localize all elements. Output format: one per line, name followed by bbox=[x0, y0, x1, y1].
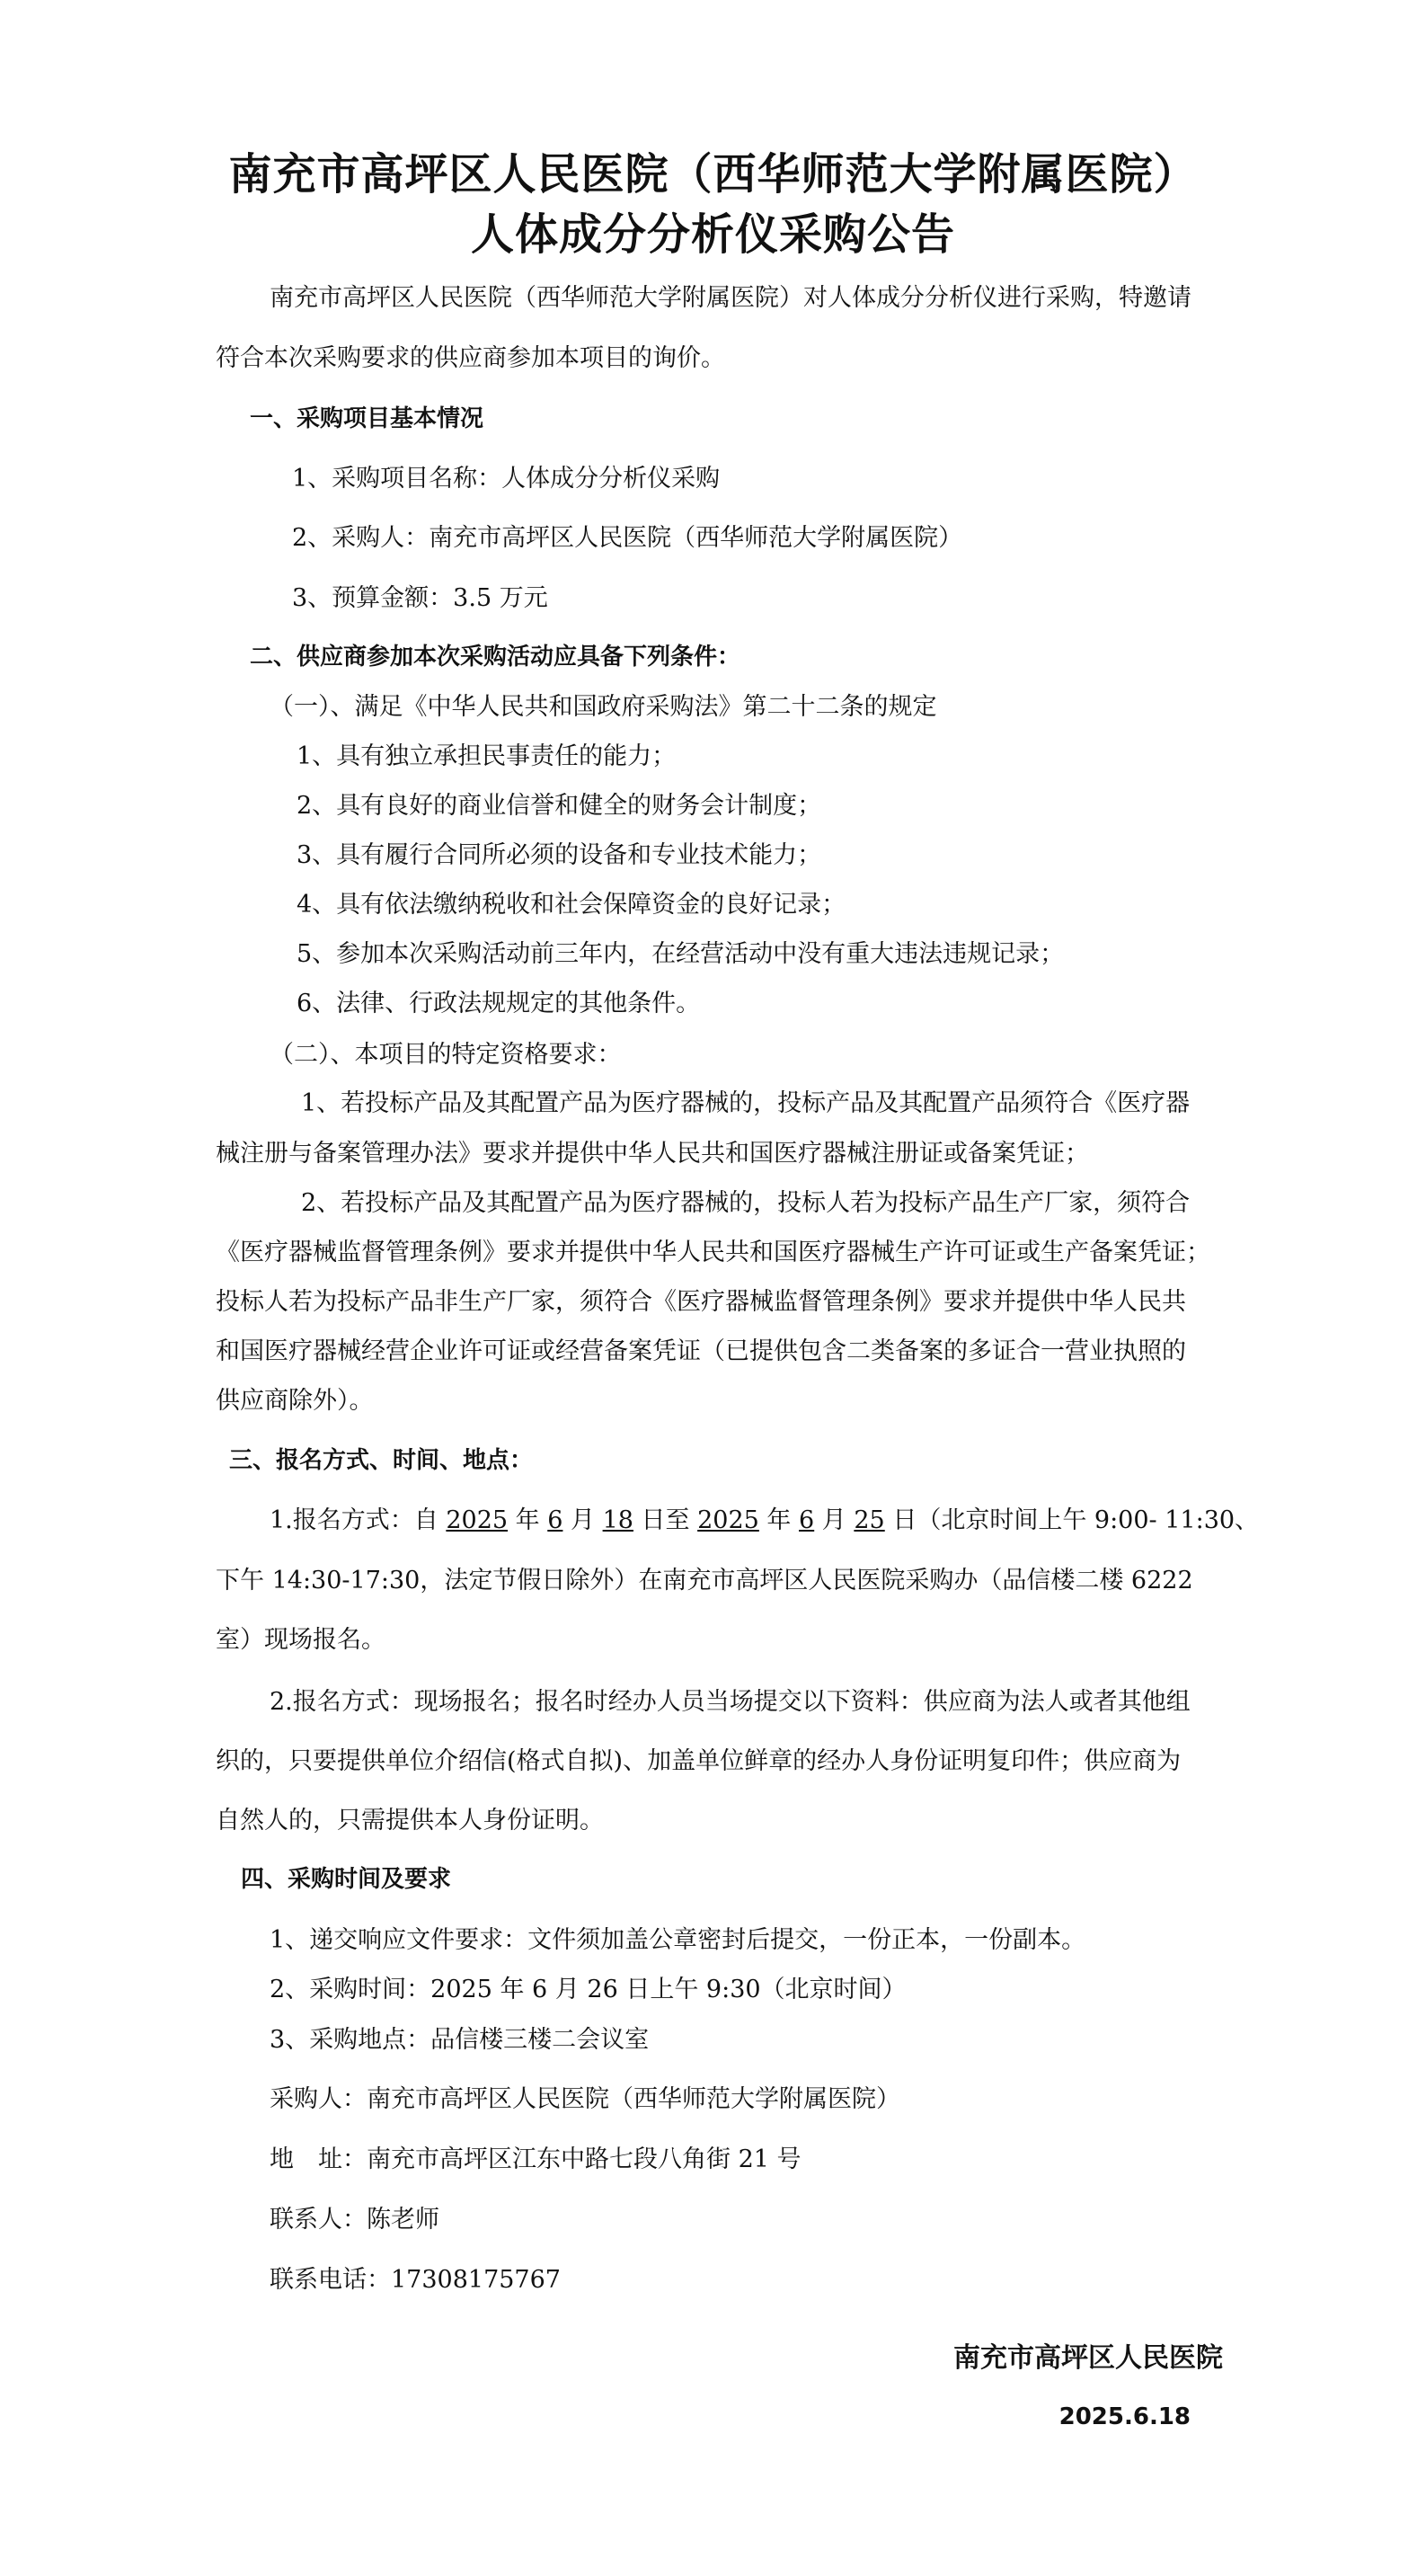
section-4-heading: 四、采购时间及要求 bbox=[241, 1866, 452, 1893]
condition-item: 5、参加本次采购活动前三年内，在经营活动中没有重大违法违规记录； bbox=[297, 940, 1065, 968]
text-fragment: 日（北京时间上午 9:00- 11:30、 bbox=[884, 1506, 1260, 1534]
qualification-paragraph-2: 2、若投标产品及其配置产品为医疗器械的，投标人若为投标产品生产厂家，须符合 bbox=[301, 1189, 1191, 1217]
section-1-item: 1、采购项目名称：人体成分分析仪采购 bbox=[292, 465, 721, 493]
contact-person: 联系人：陈老师 bbox=[270, 2206, 439, 2234]
registration-method-2: 织的，只要提供单位介绍信(格式自拟)、加盖单位鲜章的经办人身份证明复印件；供应商为 bbox=[216, 1747, 1182, 1775]
section-1-item: 2、采购人：南充市高坪区人民医院（西华师范大学附属医院） bbox=[292, 524, 963, 552]
date-day-start: 18 bbox=[602, 1506, 633, 1534]
condition-item: 4、具有依法缴纳税收和社会保障资金的良好记录； bbox=[297, 891, 846, 919]
condition-item: 3、具有履行合同所必须的设备和专业技术能力； bbox=[297, 841, 822, 869]
date-year-start: 2025 bbox=[446, 1506, 509, 1534]
text-fragment: 月 bbox=[814, 1506, 855, 1534]
qualification-paragraph-2: 供应商除外）。 bbox=[216, 1387, 374, 1415]
condition-item: 2、具有良好的商业信誉和健全的财务会计制度； bbox=[297, 792, 822, 820]
signature-date: 2025.6.18 bbox=[1058, 2403, 1191, 2430]
registration-method-1: 下午 14:30-17:30，法定节假日除外）在南充市高坪区人民医院采购办（品信楼二楼 6222 bbox=[216, 1567, 1193, 1594]
text-fragment: 日至 bbox=[633, 1506, 698, 1534]
registration-method-1: 室）现场报名。 bbox=[216, 1626, 385, 1654]
contact-phone: 联系电话：17308175767 bbox=[270, 2266, 561, 2294]
section-1-heading: 一、采购项目基本情况 bbox=[250, 405, 484, 432]
qualification-paragraph-1: 1、若投标产品及其配置产品为医疗器械的，投标产品及其配置产品须符合《医疗器 bbox=[301, 1089, 1191, 1117]
contact-address: 地 址：南充市高坪区江东中路七段八角街 21 号 bbox=[270, 2145, 802, 2173]
qualification-paragraph-2: 和国医疗器械经营企业许可证或经营备案凭证（已提供包含二类备案的多证合一营业执照的 bbox=[216, 1337, 1186, 1365]
registration-method-1 bbox=[270, 1508, 1259, 1532]
date-day-end: 25 bbox=[854, 1506, 885, 1534]
registration-method-2: 2.报名方式：现场报名；报名时经办人员当场提交以下资料：供应商为法人或者其他组 bbox=[270, 1688, 1191, 1716]
section-2-heading: 二、供应商参加本次采购活动应具备下列条件： bbox=[250, 644, 741, 671]
text-fragment: 1.报名方式：自 bbox=[270, 1506, 447, 1534]
qualification-paragraph-2: 《医疗器械监督管理条例》要求并提供中华人民共和国医疗器械生产许可证或生产备案凭证； bbox=[216, 1239, 1210, 1266]
registration-method-2: 自然人的，只需提供本人身份证明。 bbox=[216, 1807, 604, 1834]
section-2-sub-1: （一）、满足《中华人民共和国政府采购法》第二十二条的规定 bbox=[270, 693, 937, 721]
intro-line-1: 南充市高坪区人民医院（西华师范大学附属医院）对人体成分分析仪进行采购，特邀请 bbox=[270, 284, 1191, 312]
signature-organization: 南充市高坪区人民医院 bbox=[953, 2342, 1223, 2374]
qualification-paragraph-1: 械注册与备案管理办法》要求并提供中华人民共和国医疗器械注册证或备案凭证； bbox=[216, 1140, 1089, 1168]
date-month-end: 6 bbox=[799, 1506, 815, 1534]
section-4-item: 2、采购时间：2025 年 6 月 26 日上午 9:30（北京时间） bbox=[270, 1976, 907, 2003]
condition-item: 1、具有独立承担民事责任的能力； bbox=[297, 742, 677, 770]
section-1-item: 3、预算金额：3.5 万元 bbox=[292, 584, 548, 612]
intro-line-2: 符合本次采购要求的供应商参加本项目的询价。 bbox=[216, 344, 725, 372]
section-4-item: 3、采购地点：品信楼三楼二会议室 bbox=[270, 2026, 650, 2054]
section-3-heading: 三、报名方式、时间、地点： bbox=[229, 1447, 534, 1474]
condition-item: 6、法律、行政法规规定的其他条件。 bbox=[297, 990, 701, 1017]
text-fragment: 月 bbox=[562, 1506, 603, 1534]
section-2-sub-2: （二）、本项目的特定资格要求： bbox=[270, 1041, 622, 1069]
text-fragment: 年 bbox=[758, 1506, 800, 1534]
contact-purchaser: 采购人：南充市高坪区人民医院（西华师范大学附属医院） bbox=[270, 2085, 900, 2113]
date-year-end: 2025 bbox=[697, 1506, 759, 1534]
qualification-paragraph-2: 投标人若为投标产品非生产厂家，须符合《医疗器械监督管理条例》要求并提供中华人民共 bbox=[216, 1288, 1186, 1316]
text-fragment: 年 bbox=[508, 1506, 548, 1534]
section-4-item: 1、递交响应文件要求：文件须加盖公章密封后提交，一份正本，一份副本。 bbox=[270, 1926, 1086, 1954]
title-line-1: 南充市高坪区人民医院（西华师范大学附属医院） bbox=[228, 149, 1198, 200]
title-line-2: 人体成分分析仪采购公告 bbox=[470, 209, 955, 260]
date-month-start: 6 bbox=[547, 1506, 563, 1534]
